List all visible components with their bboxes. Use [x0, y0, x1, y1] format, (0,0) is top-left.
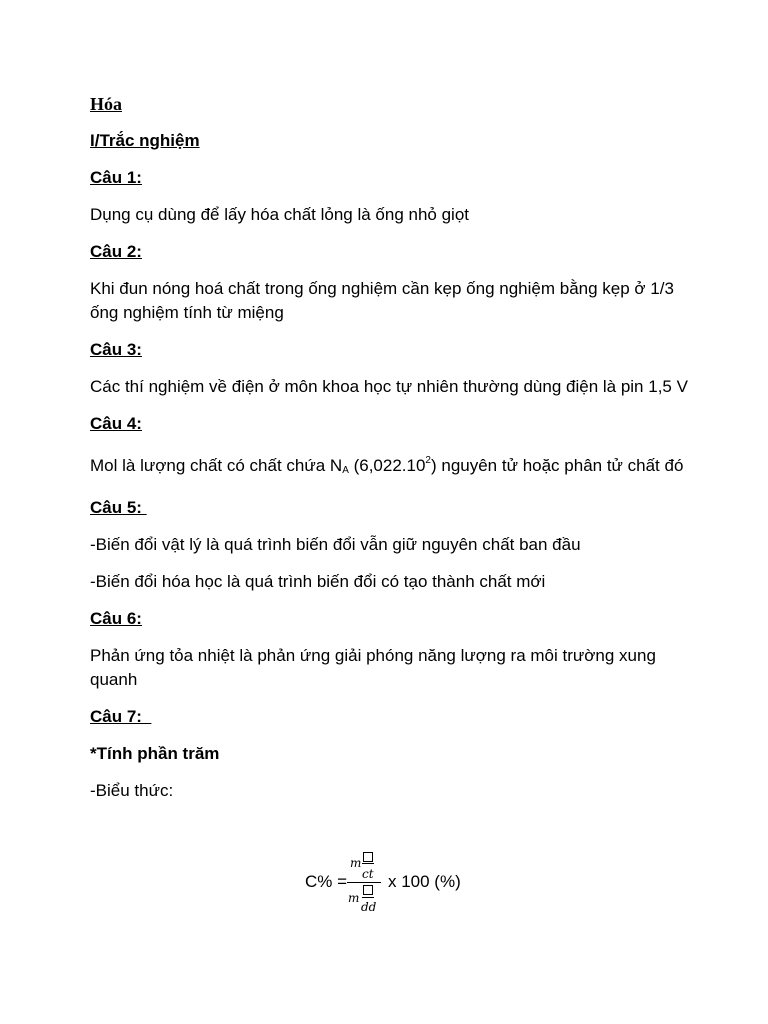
- numerator-variable: m: [350, 856, 362, 870]
- mol-text-post: ) nguyên tử hoặc phân tử chất đó: [430, 456, 684, 475]
- question-6-label: Câu 6:: [90, 609, 142, 628]
- question-7-label: Câu 7:: [90, 707, 152, 726]
- formula-left: C% =: [305, 872, 348, 891]
- question-5-answer-physical: -Biến đổi vật lý là quá trình biến đổi vẫn giữ nguyên chất ban đầu: [90, 535, 581, 554]
- mol-text-pre: Mol là lượng chất có chất chứa N: [90, 456, 343, 475]
- question-2-answer: Khi đun nóng hoá chất trong ống nghiệm cần kẹp ống nghiệm bằng kẹp ở 1/3 ống nghiệm tính từ miệng: [90, 279, 674, 322]
- question-3-answer: Các thí nghiệm về điện ở môn khoa học tự nhiên thường dùng điện là pin 1,5 V: [90, 377, 688, 396]
- mol-subscript: A: [342, 465, 349, 476]
- numerator-subscript: ct: [362, 867, 374, 881]
- formula-fraction: [347, 847, 381, 917]
- question-1-label: Câu 1:: [90, 168, 142, 187]
- question-5-label: Câu 5:: [90, 498, 147, 517]
- mol-superscript: 2: [425, 455, 431, 466]
- section-heading: I/Trắc nghiệm: [90, 131, 200, 150]
- question-7-subheading: *Tính phần trăm: [90, 744, 220, 763]
- question-4-answer: [90, 449, 690, 483]
- question-3-label: Câu 3:: [90, 340, 142, 359]
- question-2-label: Câu 2:: [90, 242, 142, 261]
- fraction-bar: [347, 882, 381, 883]
- denominator-variable: m: [348, 891, 360, 905]
- formula-right: x 100 (%): [388, 872, 461, 891]
- mol-text-mid: (6,022.10: [348, 456, 426, 475]
- question-6-answer: Phản ứng tỏa nhiệt là phản ứng giải phóng năng lượng ra môi trường xung quanh: [90, 646, 656, 689]
- denominator-inner-bar: [362, 897, 374, 898]
- question-5-answer-chemical: -Biến đổi hóa học là quá trình biến đổi có tạo thành chất mới: [90, 572, 546, 591]
- document-title: Hóa: [90, 94, 123, 114]
- percent-formula: [90, 847, 690, 917]
- denominator-subscript: dd: [361, 900, 377, 914]
- numerator-inner-bar: [362, 863, 374, 864]
- document-page: [90, 92, 690, 914]
- question-1-answer: Dụng cụ dùng để lấy hóa chất lỏng là ống nhỏ giọt: [90, 205, 470, 224]
- denominator-placeholder-box: [363, 885, 373, 895]
- numerator-placeholder-box: [363, 852, 373, 862]
- question-7-expression-label: -Biểu thức:: [90, 781, 174, 800]
- question-4-label: Câu 4:: [90, 414, 142, 433]
